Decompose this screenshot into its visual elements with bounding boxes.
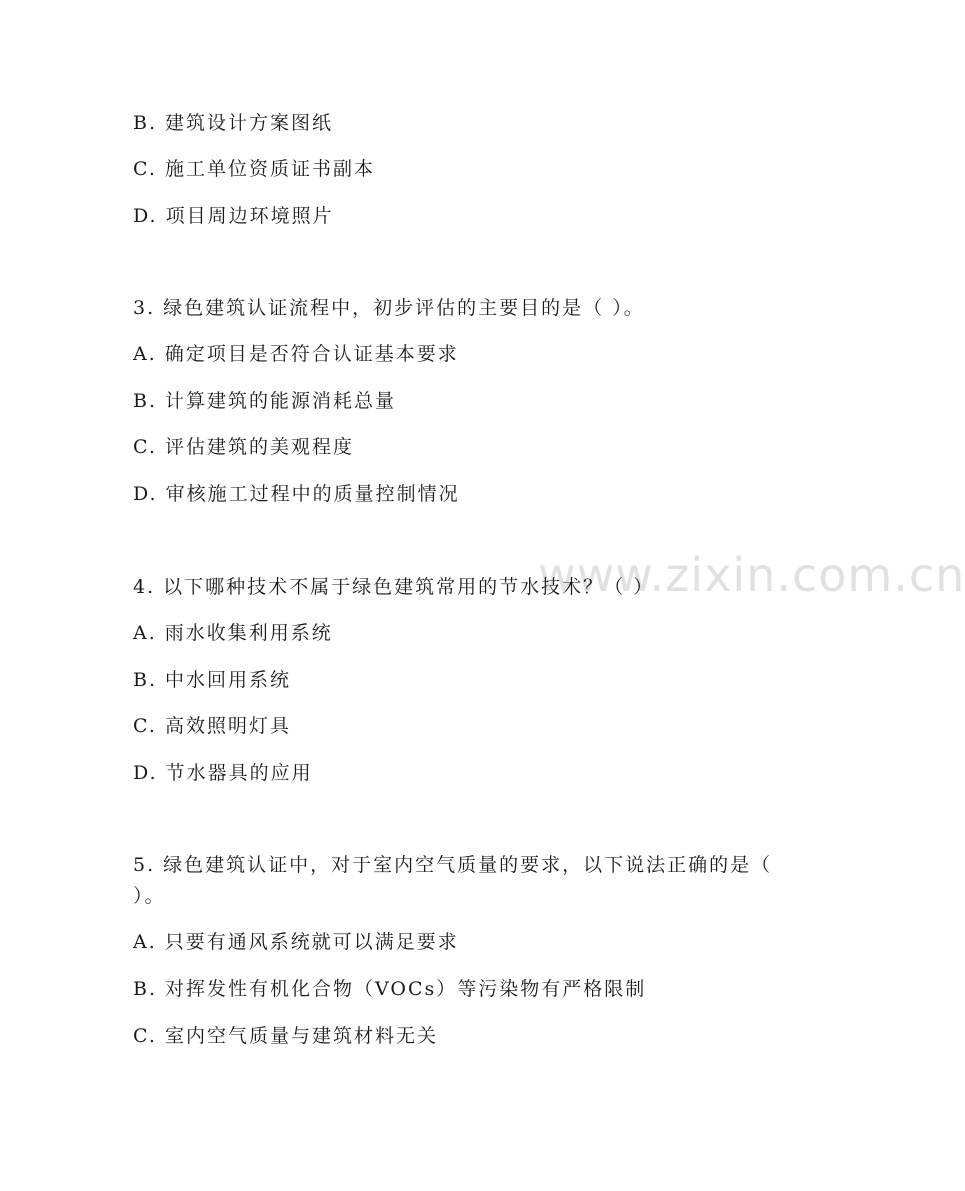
option-line: B. 建筑设计方案图纸 bbox=[133, 112, 334, 134]
option-line: D. 节水器具的应用 bbox=[133, 762, 313, 784]
option-line: B. 对挥发性有机化合物（VOCs）等污染物有严格限制 bbox=[133, 978, 647, 1000]
option-line: D. 审核施工过程中的质量控制情况 bbox=[133, 483, 460, 505]
question-line: 4. 以下哪种技术不属于绿色建筑常用的节水技术？（ ） bbox=[133, 576, 655, 598]
question-line: 3. 绿色建筑认证流程中，初步评估的主要目的是（ ）。 bbox=[133, 297, 645, 319]
question-line-continued: ）。 bbox=[133, 885, 166, 907]
option-line: B. 计算建筑的能源消耗总量 bbox=[133, 390, 397, 412]
option-line: C. 评估建筑的美观程度 bbox=[133, 436, 354, 458]
option-line: A. 雨水收集利用系统 bbox=[133, 622, 333, 644]
option-line: A. 只要有通风系统就可以满足要求 bbox=[133, 931, 459, 953]
option-line: A. 确定项目是否符合认证基本要求 bbox=[133, 343, 459, 365]
option-line: C. 高效照明灯具 bbox=[133, 715, 291, 737]
question-line: 5. 绿色建筑认证中，对于室内空气质量的要求，以下说法正确的是（ bbox=[133, 854, 773, 876]
option-line: C. 室内空气质量与建筑材料无关 bbox=[133, 1025, 438, 1047]
watermark: www.zixin.com.cn bbox=[538, 548, 965, 602]
option-line: D. 项目周边环境照片 bbox=[133, 205, 334, 227]
option-line: B. 中水回用系统 bbox=[133, 669, 292, 691]
option-line: C. 施工单位资质证书副本 bbox=[133, 158, 375, 180]
